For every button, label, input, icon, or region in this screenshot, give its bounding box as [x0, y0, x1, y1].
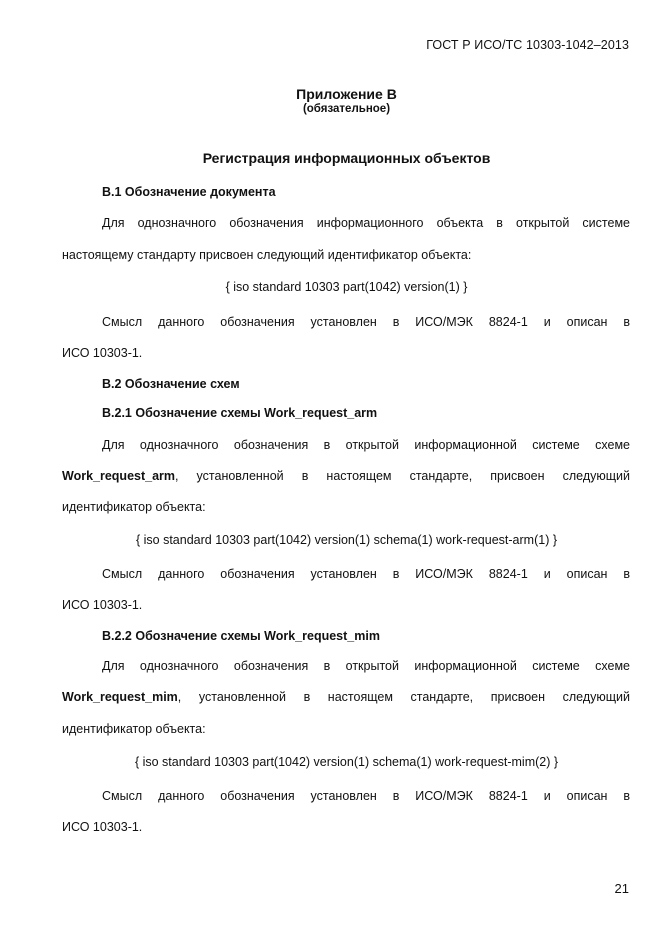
- b1-paragraph2-line2: ИСО 10303-1.: [62, 346, 143, 360]
- b21-heading: В.2.1 Обозначение схемы Work_request_arm: [102, 406, 378, 420]
- b1-paragraph2-line1: Смысл данного обозначения установлен в ИСО/МЭК 8824-1 и описан в: [102, 315, 630, 329]
- b1-heading: В.1 Обозначение документа: [102, 185, 276, 199]
- b1-paragraph1-line2: настоящему стандарту присвоен следующий идентификатор объекта:: [62, 248, 472, 262]
- b21-paragraph1-line3: идентификатор объекта:: [62, 500, 206, 514]
- page-number: 21: [614, 881, 629, 896]
- b21-paragraph1-line1: Для однозначного обозначения в открытой информационной системе схеме: [102, 438, 630, 452]
- schema-name-mim: Work_request_mim: [62, 690, 178, 704]
- b22-paragraph1-line1: Для однозначного обозначения в открытой информационной системе схеме: [102, 659, 630, 673]
- document-header: ГОСТ Р ИСО/ТС 10303-1042–2013: [426, 38, 629, 52]
- b21-paragraph1-line2-rest: , установленной в настоящем стандарте, присвоен следующий: [175, 469, 630, 483]
- b22-paragraph1-line2-rest: , установленной в настоящем стандарте, присвоен следующий: [177, 690, 630, 704]
- annex-subtitle: (обязательное): [302, 103, 391, 115]
- b21-identifier: { iso standard 10303 part(1042) version(1) schema(1) work-request-arm(1) }: [135, 533, 558, 547]
- b1-identifier: { iso standard 10303 part(1042) version(1) }: [225, 280, 468, 294]
- b2-heading: В.2 Обозначение схем: [102, 377, 240, 391]
- b22-heading: В.2.2 Обозначение схемы Work_request_mim: [102, 629, 380, 643]
- section-title: Регистрация информационных объектов: [202, 150, 491, 166]
- b21-paragraph1-line2: [62, 469, 630, 483]
- b1-paragraph1-line1: Для однозначного обозначения информационного объекта в открытой системе: [102, 216, 630, 230]
- b22-paragraph2-line1: Смысл данного обозначения установлен в ИСО/МЭК 8824-1 и описан в: [102, 789, 630, 803]
- b22-paragraph1-line2: [62, 690, 630, 704]
- annex-title: Приложение В: [296, 86, 397, 102]
- schema-name-arm: Work_request_arm: [62, 469, 176, 483]
- b22-identifier: { iso standard 10303 part(1042) version(1) schema(1) work-request-mim(2) }: [134, 755, 559, 769]
- b21-paragraph2-line2: ИСО 10303-1.: [62, 598, 143, 612]
- b22-paragraph1-line3: идентификатор объекта:: [62, 722, 206, 736]
- b22-paragraph2-line2: ИСО 10303-1.: [62, 820, 143, 834]
- b21-paragraph2-line1: Смысл данного обозначения установлен в ИСО/МЭК 8824-1 и описан в: [102, 567, 630, 581]
